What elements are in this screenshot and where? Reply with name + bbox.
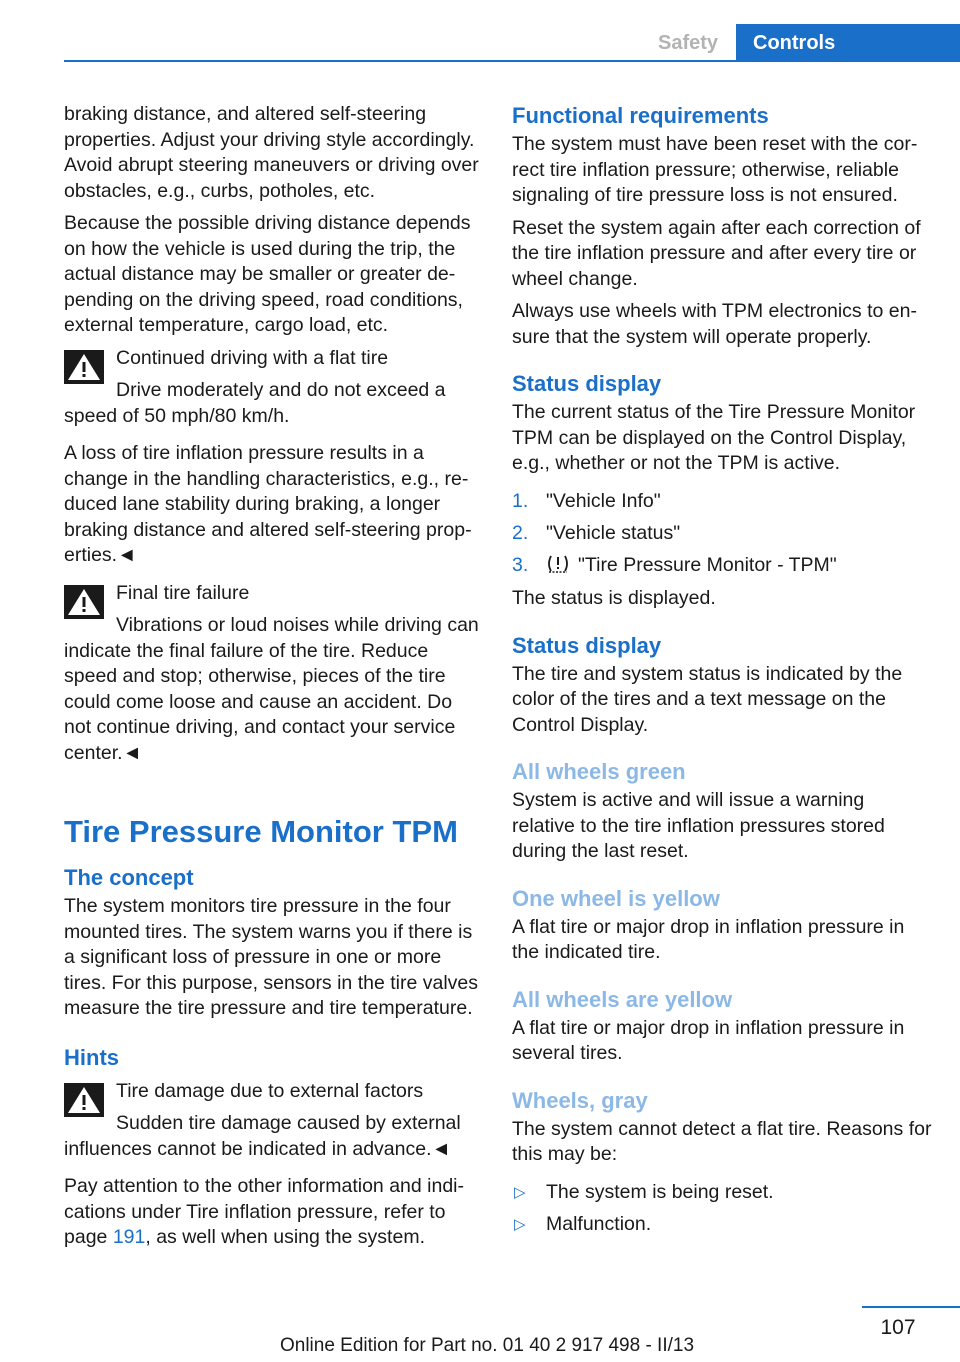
- list-item: 3. "Tire Pressure Monitor - TPM": [512, 553, 837, 576]
- warning-triangle-icon: [64, 1083, 104, 1117]
- paragraph-tpm-wheels: Always use wheels with TPM electronics to ensure that the system will operate properly.: [512, 300, 917, 348]
- warning-body: Sudden tire damage caused by external influences cannot be indicated in advance.◄: [64, 1112, 461, 1160]
- warning-triangle-icon: [64, 585, 104, 619]
- paragraph-pressure-loss: A loss of tire inflation pressure results in a change in the handling characteristics, e.g., reduced lane stability during braking, a longer braking distance and altered self-steering properties.◄: [64, 442, 472, 566]
- warning-title: Continued driving with a flat tire: [116, 346, 389, 369]
- heading-status-display-1: Status display: [512, 371, 662, 396]
- warning-title: Final tire failure: [116, 581, 250, 604]
- warning-flat-tire: [64, 346, 482, 430]
- header-tab-safety: Safety: [657, 31, 719, 54]
- header-rule: [64, 60, 960, 62]
- paragraph-status-tire: The tire and system status is indicated by the color of the tires and a text message on the Control Display.: [512, 662, 903, 736]
- footer-rule: [862, 1306, 960, 1308]
- paragraph-all-green: System is active and will issue a warning relative to the tire inflation pressures stored during the last reset.: [512, 789, 885, 862]
- heading-all-yellow: All wheels are yellow: [512, 986, 733, 1012]
- paragraph-reset: The system must have been reset with the correct tire inflation pressure; otherwise, reliable signaling of tire pressure loss is not ensured.: [512, 133, 918, 206]
- paragraph-reset-again: Reset the system again after each correction of the tire inflation pressure and after every tire or wheel change.: [512, 216, 921, 290]
- right-column: [512, 102, 932, 1245]
- left-column: [64, 102, 482, 1251]
- heading-wheels-gray: Wheels, gray: [512, 1087, 648, 1113]
- paragraph-status-displayed: The status is displayed.: [512, 587, 716, 609]
- paragraph-wheels-gray: The system cannot detect a flat tire. Reasons for this may be:: [512, 1117, 932, 1165]
- paragraph-pay-attention: Pay attention to the other information and indications under Tire inflation pressure, refer to page 191, as well when using the system.: [64, 1175, 465, 1248]
- warning-triangle-icon: [64, 350, 104, 384]
- paragraph-one-yellow: A flat tire or major drop in inflation pressure in the indicated tire.: [512, 915, 905, 963]
- page-link[interactable]: 191: [112, 1226, 146, 1248]
- paragraph-concept: The system monitors tire pressure in the four mounted tires. The system warns you if there is a significant loss of pressure in one or more tires. For this purpose, sensors in the tire valves measure the tire pressure and tire temperature.: [64, 895, 479, 1019]
- warning-final-failure: [64, 581, 482, 767]
- heading-all-green: All wheels green: [512, 759, 686, 784]
- page-number: 107: [880, 1316, 916, 1339]
- list-item: ▷ Malfunction.: [514, 1212, 652, 1235]
- steps-list: [512, 489, 932, 579]
- list-item: 1. "Vehicle Info": [512, 489, 661, 512]
- warning-title: Tire damage due to external factors: [116, 1079, 424, 1102]
- heading-status-display-2: Status display: [512, 632, 662, 658]
- section-title-tpm: Tire Pressure Monitor TPM: [64, 814, 458, 849]
- heading-hints: Hints: [64, 1044, 119, 1070]
- edition-line: Online Edition for Part no. 01 40 2 917 498 - II/13: [279, 1335, 695, 1356]
- warning-external-damage: [64, 1079, 482, 1163]
- warning-body: Drive moderately and do not exceed a speed of 50 mph/80 km/h.: [64, 379, 446, 427]
- warning-body: Vibrations or loud noises while driving can indicate the final failure of the tire. Reduce speed and stop; otherwise, pieces of the tire could come loose and cause an accident. Do not continue driving, and contact your service center.◄: [64, 614, 479, 764]
- reasons-list: [512, 1180, 932, 1238]
- paragraph-braking: braking distance, and altered self-steering properties. Adjust your driving style accordingly. Avoid abrupt steering maneuvers or driving over obstacles, e.g., curbs, potholes, etc.: [64, 103, 479, 202]
- heading-one-yellow: One wheel is yellow: [512, 885, 720, 911]
- tire-pressure-icon: [546, 554, 570, 574]
- header-tab-controls: Controls: [736, 24, 960, 62]
- heading-functional-requirements: Functional requirements: [512, 103, 769, 128]
- paragraph-driving-distance: Because the possible driving distance depends on how the vehicle is used during the trip, the actual distance may be smaller or greater depending on the driving speed, road conditions, external temperature, cargo load, etc.: [64, 212, 471, 336]
- list-item: ▷ The system is being reset.: [514, 1180, 774, 1203]
- list-item: 2. "Vehicle status": [512, 521, 681, 544]
- paragraph-status-current: The current status of the Tire Pressure Monitor TPM can be displayed on the Control Display, e.g., whether or not the TPM is active.: [512, 401, 916, 474]
- paragraph-all-yellow: A flat tire or major drop in inflation pressure in several tires.: [512, 1016, 905, 1064]
- heading-concept: The concept: [64, 865, 194, 890]
